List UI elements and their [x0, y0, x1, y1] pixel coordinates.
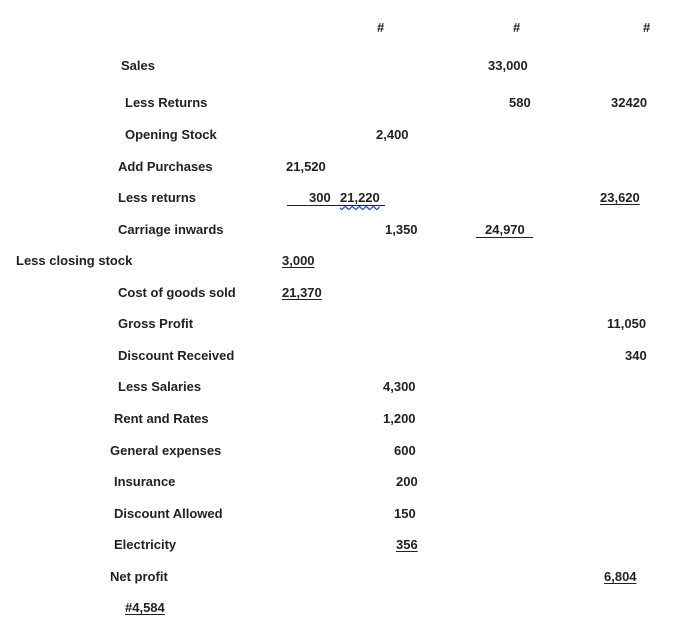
- less-returns-purchases-label: Less returns: [118, 190, 197, 205]
- cost-of-goods-sold-value: 21,370: [282, 285, 322, 300]
- carriage-inwards-col2-value: 24,970: [485, 222, 525, 237]
- insurance-label: Insurance: [114, 474, 176, 489]
- electricity-label: Electricity: [114, 537, 177, 552]
- discount-received-value: 340: [625, 348, 647, 363]
- opening-stock-value: 2,400: [376, 127, 409, 142]
- net-profit-label: Net profit: [110, 569, 168, 584]
- insurance-value: 200: [396, 474, 418, 489]
- less-returns-label: Less Returns: [125, 95, 208, 110]
- carriage-inwards-value: 1,350: [385, 222, 418, 237]
- add-purchases-value: 21,520: [286, 159, 326, 174]
- add-purchases-label: Add Purchases: [118, 159, 213, 174]
- footer-total: #4,584: [125, 600, 165, 615]
- column-header-3: #: [643, 20, 651, 35]
- discount-allowed-value: 150: [394, 506, 416, 521]
- less-salaries-label: Less Salaries: [118, 379, 202, 394]
- less-closing-stock-value: 3,000: [282, 253, 315, 268]
- less-returns-col3-value: 23,620: [600, 190, 640, 205]
- sales-value: 33,000: [488, 58, 528, 73]
- sales-label: Sales: [121, 58, 155, 73]
- net-sales-value: 32420: [611, 95, 648, 110]
- opening-stock-label: Opening Stock: [125, 127, 217, 142]
- gross-profit-value: 11,050: [607, 316, 647, 331]
- general-expenses-label: General expenses: [110, 443, 222, 458]
- discount-received-label: Discount Received: [118, 348, 235, 363]
- discount-allowed-label: Discount Allowed: [114, 506, 223, 521]
- column-header-2: #: [513, 20, 521, 35]
- rent-and-rates-value: 1,200: [383, 411, 416, 426]
- rent-and-rates-label: Rent and Rates: [114, 411, 209, 426]
- electricity-value: 356: [396, 537, 418, 552]
- less-closing-stock-label: Less closing stock: [16, 253, 133, 268]
- less-salaries-value: 4,300: [383, 379, 416, 394]
- column-header-1: #: [377, 20, 385, 35]
- general-expenses-value: 600: [394, 443, 416, 458]
- cost-of-goods-sold-label: Cost of goods sold: [118, 285, 236, 300]
- carriage-inwards-label: Carriage inwards: [118, 222, 224, 237]
- net-purchases-value: 21,220: [340, 190, 380, 205]
- net-profit-value: 6,804: [604, 569, 637, 584]
- gross-profit-label: Gross Profit: [118, 316, 194, 331]
- less-returns-value: 580: [509, 95, 531, 110]
- purchase-returns-value: 300: [309, 190, 331, 205]
